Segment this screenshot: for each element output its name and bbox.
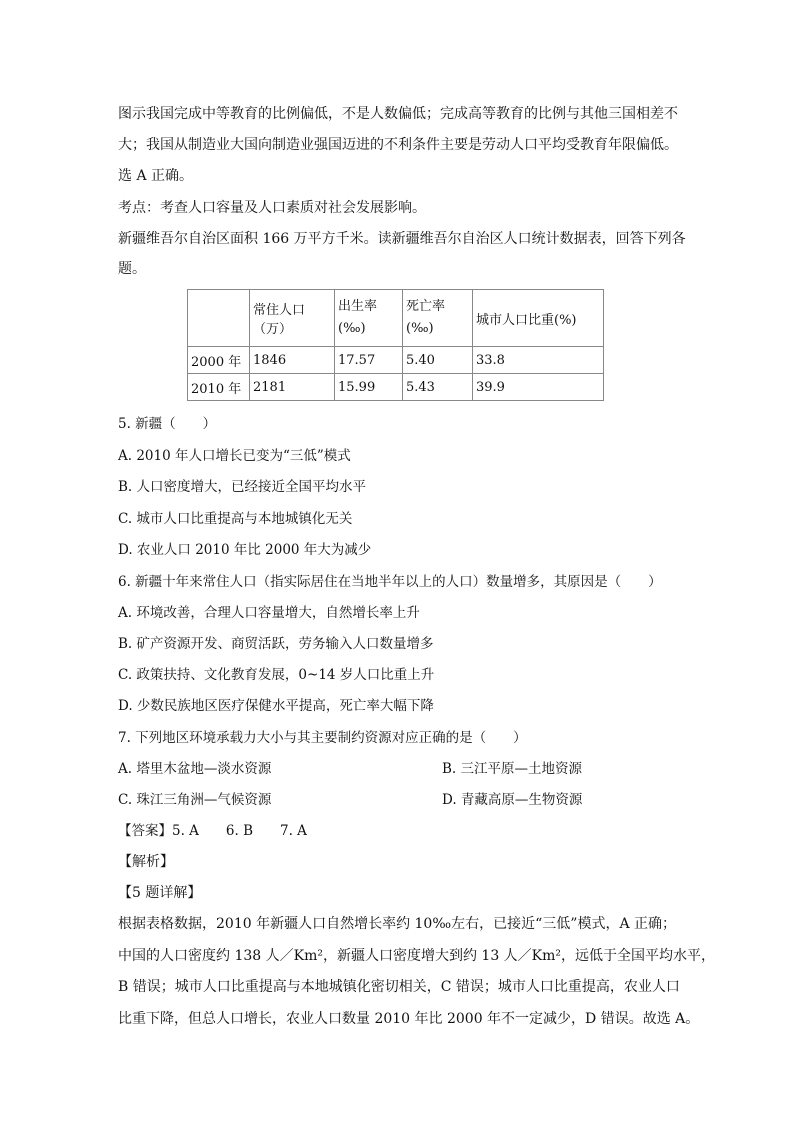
header-death-rate-label: 死亡率 — [406, 299, 446, 314]
detail-line-4: 比重下降，但总人口增长，农业人口数量 2010 年比 2000 年不一定减少，D 错误。故选 A。 — [118, 1011, 700, 1027]
year-cell: 2010 年 — [188, 374, 250, 401]
death-rate-cell: 5.43 — [403, 374, 473, 401]
header-birth-rate-label: 出生率 — [338, 299, 378, 314]
detail-line-3: B 错误；城市人口比重提高与本地城镇化密切相关，C 错误；城市人口比重提高，农业人口 — [118, 979, 680, 995]
table-corner-cell — [188, 290, 250, 347]
question-5-stem: 5. 新疆（ ） — [118, 416, 217, 432]
header-urban-share: 城市人口比重(%) — [473, 290, 604, 347]
header-resident-population: 常住人口（万） — [250, 290, 335, 347]
header-death-rate-unit: (‰) — [406, 321, 434, 336]
urban-share-cell: 39.9 — [473, 374, 604, 401]
detail-heading: 【5 题详解】 — [118, 885, 202, 901]
question-6-option-d: D. 少数民族地区医疗保健水平提高，死亡率大幅下降 — [118, 698, 434, 714]
intro-line-3: 选 A 正确。 — [118, 168, 194, 184]
question-7-option-c: C. 珠江三角洲—气候资源 — [118, 792, 272, 808]
question-6-stem: 6. 新疆十年来常住人口（指实际居住在当地半年以上的人口）数量增多，其原因是（ ） — [118, 574, 662, 590]
birth-rate-cell: 15.99 — [335, 374, 403, 401]
answer-line: 【答案】5. A 6. B 7. A — [118, 823, 307, 839]
intro-line-1: 图示我国完成中等教育的比例偏低，不是人数偏低；完成高等教育的比例与其他三国相差不 — [118, 106, 678, 122]
intro-line-2: 大；我国从制造业大国向制造业强国迈进的不利条件主要是劳动人口平均受教育年限偏低。 — [118, 137, 678, 153]
table-header-row — [188, 290, 604, 347]
population-cell: 2181 — [250, 374, 335, 401]
death-rate-cell: 5.40 — [403, 347, 473, 374]
table-row — [188, 347, 604, 374]
question-6-option-c: C. 政策扶持、文化教育发展，0~14 岁人口比重上升 — [118, 667, 435, 683]
population-table — [187, 289, 604, 401]
question-5-option-a: A. 2010 年人口增长已变为“三低”模式 — [118, 448, 351, 464]
year-cell: 2000 年 — [188, 347, 250, 374]
question-5-option-b: B. 人口密度增大，已经接近全国平均水平 — [118, 479, 367, 495]
table-row — [188, 374, 604, 401]
header-birth-rate-unit: (‰) — [338, 321, 366, 336]
detail-line-1: 根据表格数据，2010 年新疆人口自然增长率约 10‰左右，已接近“三低”模式，A 正确； — [118, 916, 677, 932]
question-7-option-d: D. 青藏高原—生物资源 — [442, 792, 583, 808]
question-5-option-c: C. 城市人口比重提高与本地城镇化无关 — [118, 511, 353, 527]
question-6-option-a: A. 环境改善，合理人口容量增大，自然增长率上升 — [118, 605, 420, 621]
header-death-rate — [403, 290, 473, 347]
kaodian-note: 考点：考查人口容量及人口素质对社会发展影响。 — [118, 200, 426, 216]
question-7-option-a: A. 塔里木盆地—淡水资源 — [118, 761, 272, 777]
material-line-2: 题。 — [118, 261, 146, 277]
urban-share-cell: 33.8 — [473, 347, 604, 374]
header-birth-rate — [335, 290, 403, 347]
population-cell: 1846 — [250, 347, 335, 374]
detail-line-2: 中国的人口密度约 138 人／Km²，新疆人口密度增大到约 13 人／Km²，远低于全国平均水平， — [118, 948, 716, 964]
birth-rate-cell: 17.57 — [335, 347, 403, 374]
question-6-option-b: B. 矿产资源开发、商贸活跃，劳务输入人口数量增多 — [118, 636, 434, 652]
question-7-stem: 7. 下列地区环境承载力大小与其主要制约资源对应正确的是（ ） — [118, 730, 527, 746]
question-7-option-b: B. 三江平原—土地资源 — [442, 761, 583, 777]
material-line-1: 新疆维吾尔自治区面积 166 万平方千米。读新疆维吾尔自治区人口统计数据表，回答下列各 — [118, 231, 686, 247]
question-5-option-d: D. 农业人口 2010 年比 2000 年大为减少 — [118, 542, 372, 558]
analysis-heading: 【解析】 — [118, 854, 174, 870]
